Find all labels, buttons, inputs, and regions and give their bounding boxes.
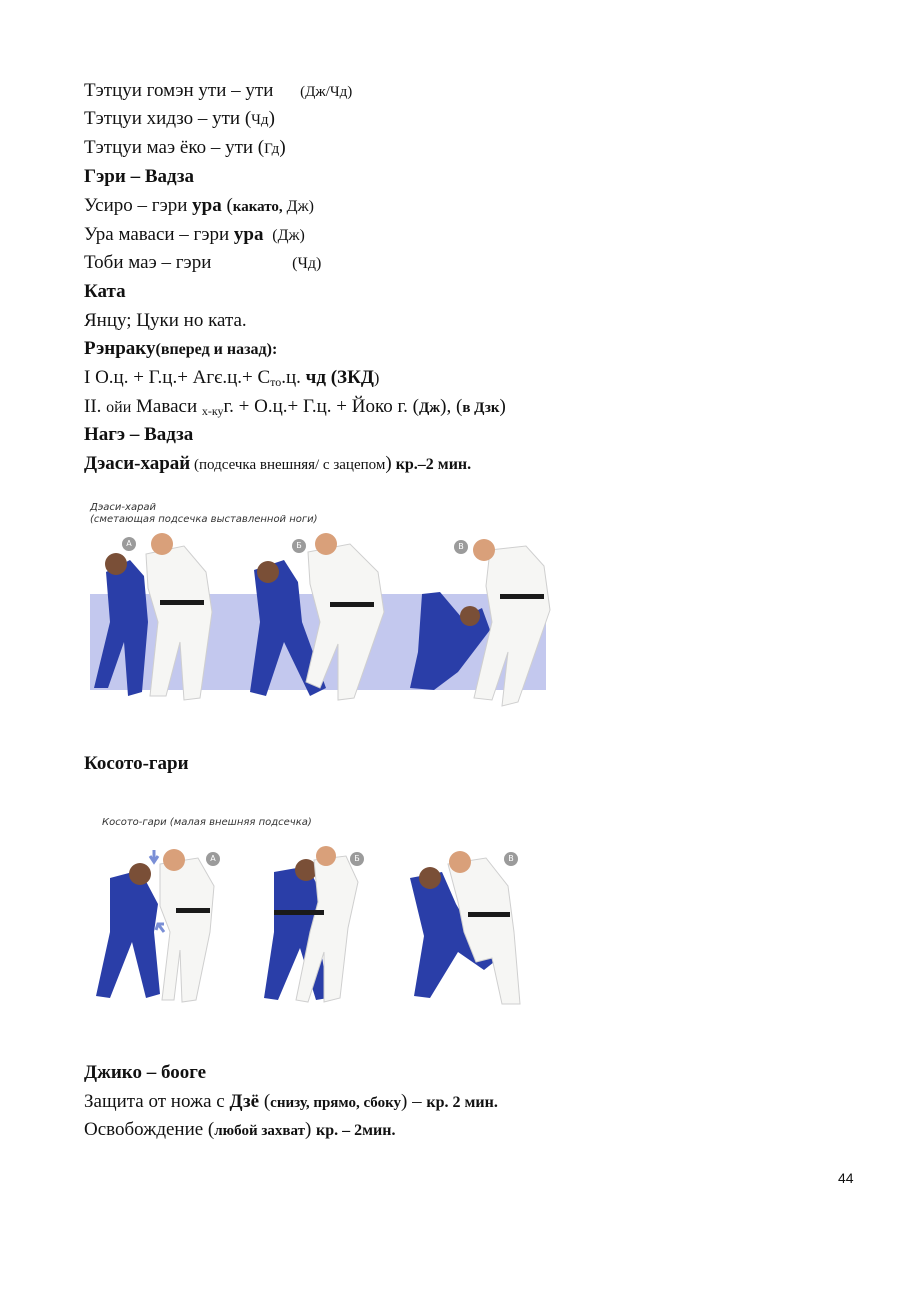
technique-name: Тоби маэ – гэри (84, 252, 212, 273)
heading-kata: Ката (84, 281, 126, 302)
technique-line-ura-mawashi-geri (84, 224, 305, 247)
duration-note: кр. 2 мин. (426, 1094, 498, 1111)
judo-throw-illustration (88, 812, 528, 1012)
renraku-mawashi: Маваси (131, 396, 202, 417)
rank-note: чд (ЗКД (305, 367, 374, 388)
paren: ) (373, 370, 380, 387)
technique-name: Защита от ножа с (84, 1091, 230, 1112)
technique-name: Освобождение ( (84, 1119, 215, 1140)
paren: ) (279, 137, 286, 158)
pair-c (410, 851, 520, 1004)
pair-a (96, 849, 214, 1002)
heading-renraku-note: (вперед и назад): (155, 341, 278, 358)
technique-emphasis-2: какато, (232, 199, 283, 215)
step-badge-c: В (504, 852, 518, 866)
rank-note: (Дж) (272, 227, 305, 244)
step-badge-b: Б (350, 852, 364, 866)
heading-nage-vadza: Нагэ – Вадза (84, 424, 194, 445)
paren: ) (268, 108, 275, 129)
technique-line-deashi-harai (84, 453, 471, 476)
kata-line: Янцу; Цуки но ката. (84, 310, 247, 331)
renraku-oi: ойи (106, 399, 132, 416)
technique-line-knife-defense (84, 1091, 498, 1114)
heading-kosoto-gari: Косото-гари (84, 753, 189, 774)
heading-jiko-booge: Джико – бооге (84, 1062, 207, 1083)
step-badge-a: А (206, 852, 220, 866)
subscript: х-ку (201, 404, 224, 418)
figure-caption: Косото-гари (малая внешняя подсечка) (102, 817, 312, 828)
rank-note-2: в Дзк (462, 400, 500, 416)
figure-kosoto-gari (88, 812, 528, 1012)
heading-geri-vadza: Гэри – Вадза (84, 166, 194, 187)
step-badge-c: В (454, 540, 468, 554)
figure-deashi-harai (88, 502, 564, 716)
technique-name: Тэтцуи маэ ёко – ути ( (84, 137, 265, 158)
technique-name: Усиро – гэри (84, 195, 193, 216)
technique-description: любой захват (214, 1123, 305, 1139)
technique-description: снизу, прямо, сбоку (270, 1095, 402, 1111)
technique-name: Дэаси-харай (84, 453, 191, 474)
technique-name: Ура маваси – гэри (84, 224, 234, 245)
rank-note: Дж (418, 400, 441, 416)
paren: ( (259, 1091, 271, 1112)
paren-close: ) (499, 396, 506, 417)
figure-caption-title: Дэаси-харай (90, 502, 157, 513)
judo-throw-illustration (88, 502, 564, 716)
paren-close: ) – (401, 1091, 427, 1112)
technique-line-gomen-uchi (84, 80, 352, 103)
technique-name: Тэтцуи хидзо – ути ( (84, 108, 252, 129)
technique-description: (подсечка внешняя/ с зацепом (190, 457, 386, 473)
subscript: то (270, 375, 282, 389)
renraku-sequence: г. + О.ц.+ Г.ц. + Йоко г. ( (223, 396, 419, 417)
technique-emphasis: Дзё (229, 1091, 260, 1112)
technique-line-release (84, 1119, 395, 1142)
rank-note: Дж) (282, 198, 314, 215)
renraku-sequence: I О.ц. + Г.ц.+ Агє.ц.+ С (84, 367, 271, 388)
rank-note: (Чд) (292, 255, 322, 272)
paren: ( (221, 195, 233, 216)
paren: ), ( (440, 396, 463, 417)
pair-b (264, 846, 358, 1002)
technique-line-mae-yoko-uchi (84, 137, 286, 160)
technique-line-hidzo-uchi (84, 108, 275, 131)
duration-note: кр. – 2мин. (316, 1122, 396, 1139)
technique-line-tobi-mae-geri (84, 252, 321, 275)
duration-note: кр.–2 мин. (391, 456, 472, 473)
renraku-line-2 (84, 396, 506, 422)
technique-emphasis: ура (233, 224, 264, 245)
technique-name: Тэтцуи гомэн ути – ути (84, 80, 274, 101)
renraku-sequence-end: .ц. (281, 367, 306, 388)
renraku-line-1 (84, 367, 379, 393)
page-number: 44 (838, 1170, 854, 1186)
technique-emphasis: ура (192, 195, 222, 216)
heading-renraku (84, 338, 277, 361)
step-badge-a: А (122, 537, 136, 551)
technique-line-ushiro-geri (84, 195, 314, 218)
figure-caption-subtitle: (сметающая подсечка выставленной ноги) (90, 514, 318, 525)
rank-note: Гд (264, 141, 280, 157)
heading-renraku-title: Рэнраку (84, 338, 156, 359)
step-badge-b: Б (292, 539, 306, 553)
rank-note: (Дж/Чд) (300, 84, 353, 100)
paren-close: ) (304, 1119, 317, 1140)
paren: ) (385, 453, 392, 474)
renraku-number: II. (84, 396, 107, 417)
rank-note: Чд (251, 112, 269, 128)
